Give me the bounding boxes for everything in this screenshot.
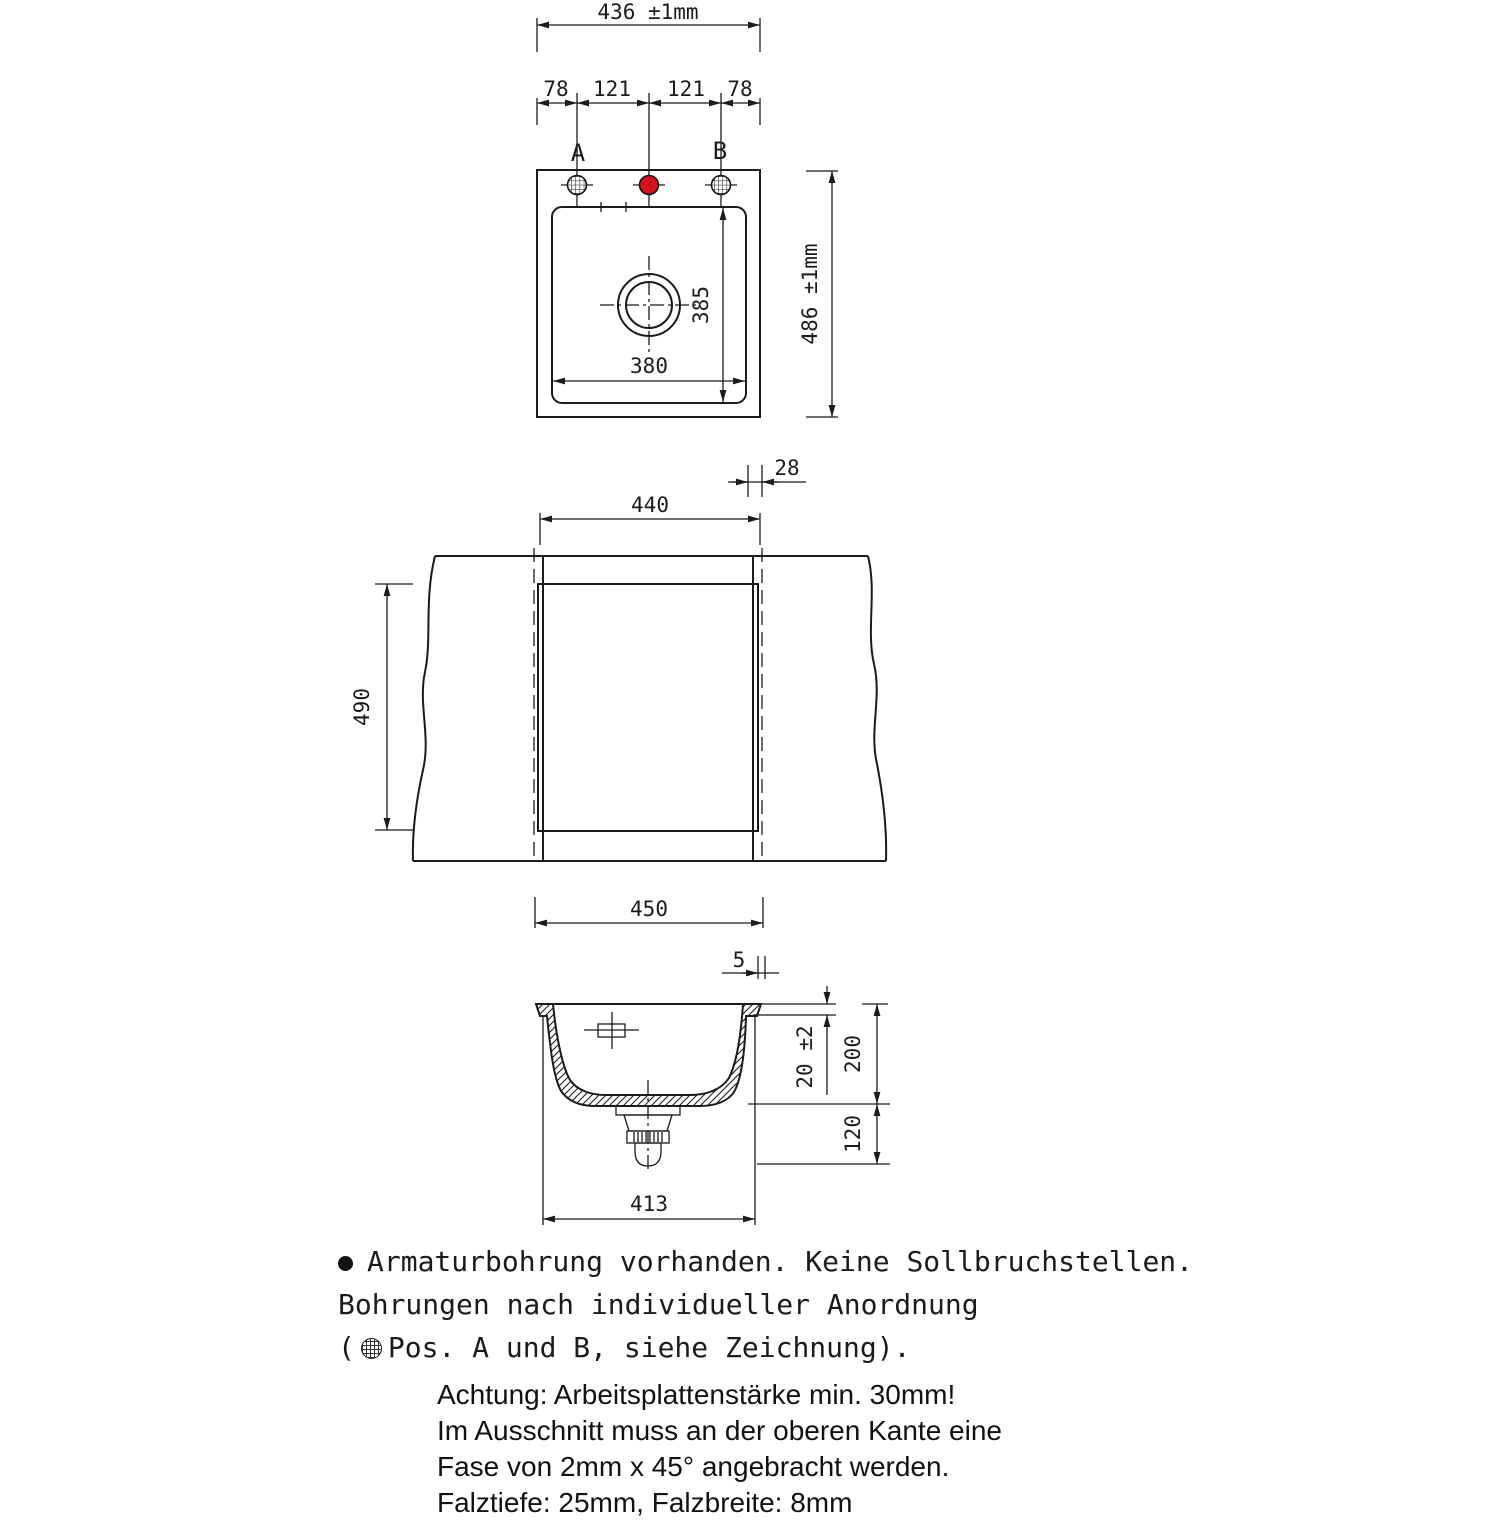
dim-cutout-width-top [540, 493, 760, 545]
note-text-2: Bohrungen nach individueller Anordnung [338, 1288, 979, 1321]
note-line-2 [338, 1283, 1193, 1326]
dim-label-121-left: 121 [593, 77, 631, 101]
note-text-3: Pos. A und B, siehe Zeichnung). [387, 1331, 911, 1364]
dim-label-121-right: 121 [667, 77, 705, 101]
hole-label-b: B [712, 137, 728, 165]
section-view [536, 948, 890, 1225]
dim-cutout-height [350, 584, 413, 830]
dim-rim-inset [793, 986, 827, 1095]
note-text-1: Armaturbohrung vorhanden. Keine Sollbruchstellen. [367, 1245, 1194, 1278]
dim-body-width [543, 1016, 755, 1225]
dim-label-413: 413 [630, 1192, 668, 1216]
dim-drain-clearance [841, 1104, 877, 1164]
dim-bowl-depth [841, 1004, 888, 1104]
dim-basin-height [689, 208, 723, 402]
dim-label-380: 380 [630, 354, 668, 378]
tap-hole-b-icon [705, 176, 737, 195]
drain-assembly [616, 1080, 680, 1172]
dim-overall-depth [798, 171, 838, 417]
dim-label-490: 490 [350, 688, 374, 726]
dim-label-200: 200 [841, 1035, 865, 1073]
dim-label-5: 5 [732, 948, 746, 972]
warning-block [437, 1377, 1002, 1521]
dim-label-436: 436 ±1mm [597, 0, 699, 24]
dim-label-20: 20 ±2 [793, 1025, 817, 1089]
dim-rebate-offset [728, 456, 806, 497]
warning-line-3: Fase von 2mm x 45° angebracht werden. [437, 1451, 950, 1482]
note-text-3-open: ( [338, 1331, 355, 1364]
note-line-1 [338, 1240, 1193, 1283]
dim-label-78-left: 78 [543, 77, 569, 101]
dim-label-486: 486 ±1mm [798, 243, 822, 345]
filled-bullet-icon [338, 1256, 353, 1271]
dim-label-440: 440 [631, 493, 669, 517]
sink-outline-in-cutout [538, 584, 758, 831]
cutout-view [350, 493, 886, 928]
worktop-break-left [413, 556, 435, 861]
note-line-3 [338, 1326, 1193, 1369]
worktop-break-right [868, 556, 886, 861]
dim-rim-overhang [722, 948, 779, 979]
dim-label-78-right: 78 [727, 77, 753, 101]
tap-hole-a-icon [561, 176, 593, 195]
warning-line-4: Falztiefe: 25mm, Falzbreite: 8mm [437, 1487, 853, 1518]
hatched-hole-icon [361, 1338, 382, 1359]
drain-symbol [600, 256, 698, 354]
tap-hole-center-icon [633, 176, 665, 195]
dim-label-450: 450 [630, 897, 668, 921]
hole-label-a: A [570, 139, 586, 167]
dim-cutout-width-bottom [535, 897, 763, 928]
dim-overall-width [537, 0, 760, 52]
warning-line-2: Im Ausschnitt muss an der oberen Kante eine [437, 1415, 1002, 1446]
top-view [537, 0, 838, 417]
warning-line-1: Achtung: Arbeitsplattenstärke min. 30mm! [437, 1379, 956, 1410]
notes-block [338, 1240, 1193, 1369]
dim-basin-width [553, 354, 745, 381]
dim-label-385: 385 [689, 286, 713, 324]
section-hole-symbol [584, 1012, 639, 1049]
dim-label-120: 120 [841, 1115, 865, 1153]
dim-label-28: 28 [774, 456, 800, 480]
